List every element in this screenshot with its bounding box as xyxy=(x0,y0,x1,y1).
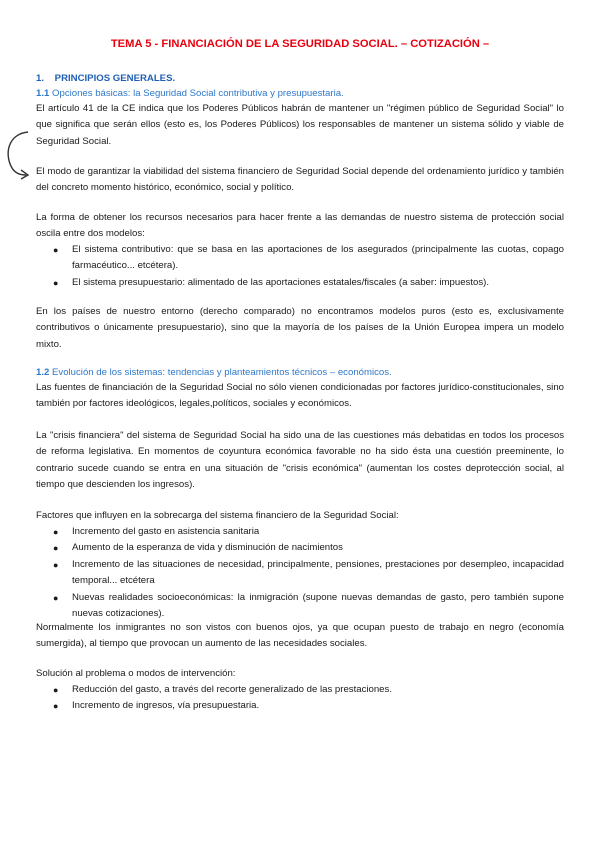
models-list xyxy=(36,242,564,291)
list-item: ● Aumento de la esperanza de vida y disminución de nacimientos xyxy=(36,540,564,556)
factors-list xyxy=(36,524,564,622)
paragraph: Las fuentes de financiación de la Seguridad Social no sólo vienen condicionadas por factores jurídico-constitucionales, sino también por factores ideológicos, legales,políticos, sociales y económicos. xyxy=(36,382,564,410)
page-title: TEMA 5 - FINANCIACIÓN DE LA SEGURIDAD SOCIAL. – COTIZACIÓN – xyxy=(110,38,490,50)
subsection-title: Evolución de los sistemas: tendencias y planteamientos técnicos – económicos. xyxy=(52,367,392,378)
section-heading xyxy=(36,72,175,86)
paragraph: Normalmente los inmigrantes no son vistos con buenos ojos, ya que ocupan puesto de trabajo en negro (economía sumergida), al tiempo que provocan un aumento de las necesidades sociales. xyxy=(36,622,564,650)
bullet-icon: ● xyxy=(53,559,59,570)
paragraph: El modo de garantizar la viabilidad del sistema financiero de Seguridad Social depende del ordenamiento jurídico y también del concreto momento histórico, económico, social y político. xyxy=(36,166,564,194)
bullet-icon: ● xyxy=(53,592,59,603)
bullet-icon: ● xyxy=(53,527,59,537)
list-item: ● Nuevas realidades socioeconómicas: la inmigración (supone nuevas demandas de gasto, pero también supone nuevas cotizaciones). xyxy=(53,591,564,620)
subsection-title: Opciones básicas: la Seguridad Social contributiva y presupuestaria. xyxy=(52,88,344,99)
list-item: ● El sistema presupuestario: alimentado de las aportaciones estatales/fiscales (a saber: impuestos). xyxy=(36,275,564,291)
paragraph: El artículo 41 de la CE indica que los Poderes Públicos habrán de mantener un "régimen público de Seguridad Social" lo que significa que serán ellos (esto es, los Poderes Públicos) los responsables de mantener un sistema sólido y viable de Seguridad Social. xyxy=(36,103,564,147)
subsection-heading-1-1 xyxy=(36,87,344,101)
section-title: PRINCIPIOS GENERALES. xyxy=(54,73,176,84)
list-item: ● Incremento de las situaciones de necesidad, principalmente, pensiones, prestaciones por desempleo, incapacidad temporal... etcétera xyxy=(53,558,564,587)
solutions-list xyxy=(36,682,564,715)
curved-arrow-icon xyxy=(4,128,34,182)
list-item: ● Reducción del gasto, a través del recorte generalizado de las prestaciones. xyxy=(36,682,564,698)
paragraph: La "crisis financiera" del sistema de Seguridad Social ha sido una de las cuestiones más debatidas en todos los procesos de reforma legislativa. En momentos de coyuntura económica favorable no ha sido ésta una cuestión preeminente, lo contrario sucede cuando se entra en una situación de "crisis económica" (aumentan los costes deprotección social, al tiempo que descienden los ingresos). xyxy=(36,430,564,491)
list-item: ● El sistema contributivo: que se basa en las aportaciones de los asegurados (principalmente las cuotas, copago farmacéutico... etcétera). xyxy=(53,244,564,272)
bullet-icon: ● xyxy=(53,277,59,288)
subsection-number: 1.2 xyxy=(36,367,50,378)
subsection-heading-1-2 xyxy=(36,366,392,380)
list-intro: Solución al problema o modos de intervención: xyxy=(36,668,236,679)
paragraph: En los países de nuestro entorno (derecho comparado) no encontramos modelos puros (esto es, exclusivamente contributivos o únicamente presupuestario), sino que la mayoría de los países de la Unión Europea impera un modelo mixto. xyxy=(36,306,564,350)
list-item: ● Incremento del gasto en asistencia sanitaria xyxy=(36,524,564,540)
bullet-icon: ● xyxy=(53,543,59,554)
bullet-icon: ● xyxy=(53,685,59,695)
section-number: 1. xyxy=(36,73,45,84)
list-intro: Factores que influyen en la sobrecarga del sistema financiero de la Seguridad Social: xyxy=(36,510,399,521)
list-item: ● Incremento de ingresos, vía presupuestaria. xyxy=(36,698,564,714)
subsection-number: 1.1 xyxy=(36,88,50,99)
bullet-icon: ● xyxy=(53,701,59,712)
paragraph: La forma de obtener los recursos necesarios para hacer frente a las demandas de nuestro sistema de protección social oscila entre dos modelos: xyxy=(36,212,564,240)
bullet-icon: ● xyxy=(53,245,59,255)
